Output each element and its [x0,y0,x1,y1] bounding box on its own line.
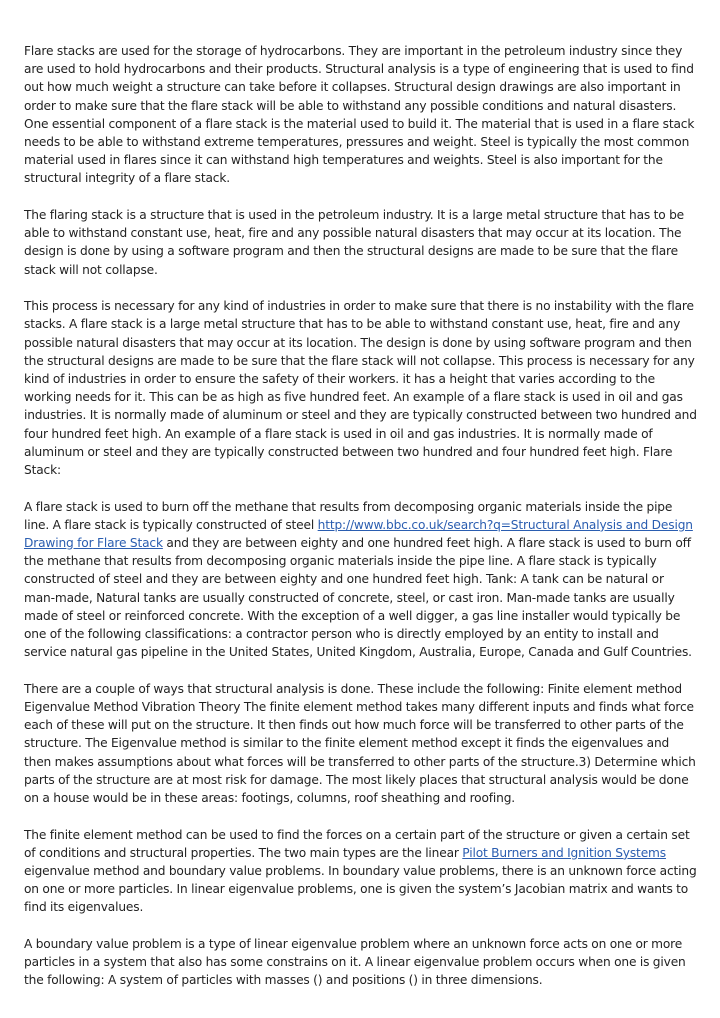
paragraph-process-necessity [24,297,698,479]
paragraph-text-before-link: The finite element method can be used to find the forces on a certain part of the structure or given a certain set of conditions and structural properties. The two main types are the linear [24,827,690,860]
paragraph-methane-burn [24,498,698,662]
paragraph-flare-stacks-intro [24,42,698,188]
paragraph-text: There are a couple of ways that structural analysis is done. These include the following: Finite element method Eigenvalue Method Vibration Theory The finite element method takes many different inputs and finds what force each of these will put on the structure. It then finds out how much force will be transferred to other parts of the structure. The Eigenvalue method is similar to the finite element method except it finds the eigenvalues and then makes assumptions about what forces will be transferred to other parts of the structure.3) Determine which parts of the structure are at most risk for damage. The most likely places that structural analysis would be done on a house would be in these areas: footings, columns, roof sheathing and roofing. [24,681,696,806]
pilot-burners-link[interactable]: Pilot Burners and Ignition Systems [462,845,666,860]
paragraph-flaring-stack [24,206,698,279]
paragraph-text: A boundary value problem is a type of linear eigenvalue problem where an unknown force acts on one or more particles in a system that also has some constrains on it. A linear eigenvalue problem occurs when one is given the following: A system of particles with masses () and positions () in three dimensions. [24,937,686,988]
paragraph-text: Flare stacks are used for the storage of hydrocarbons. They are important in the petroleum industry since they are used to hold hydrocarbons and their products. Structural analysis is a type of engineering that is used to find out how much weight a structure can take before it collapses. Structural design drawings are also important in order to make sure that the flare stack will be able to withstand any possible conditions and natural disasters. One essential component of a flare stack is the material used to build it. The material that is used in a flare stack needs to be able to withstand extreme temperatures, pressures and weight. Steel is typically the most common material used in flares since it can withstand high temperatures and weights. Steel is also important for the structural integrity of a flare stack. [24,44,695,186]
paragraph-text: This process is necessary for any kind of industries in order to make sure that there is no instability with the flare stacks. A flare stack is a large metal structure that has to be able to withstand constant use, heat, fire and any possible natural disasters that may occur at its location. The design is done by using software program and then the structural designs are made to be sure that the flare stack will not collapse. This process is necessary for any kind of industries in order to ensure the safety of their workers. it has a height that varies according to the working needs for it. This can be as high as five hundred feet. An example of a flare stack is used in oil and gas industries. It is normally made of aluminum or steel and they are typically constructed between two hundred and four hundred feet high. An example of a flare stack is used in oil and gas industries. It is normally made of aluminum or steel and they are typically constructed between two hundred and four hundred feet high. Flare Stack: [24,299,697,478]
paragraph-boundary-value [24,935,698,990]
bbc-search-link[interactable]: http://www.bbc.co.uk/search?q=Structural Analysis and Design Drawing for Flare Stack [24,517,693,551]
paragraph-text: The flaring stack is a structure that is used in the petroleum industry. It is a large metal structure that has to be able to withstand constant use, heat, fire and any possible natural disasters that may occur at its location. The design is done by using a software program and then the structural designs are made to be sure that the flare stack will not collapse. [24,208,685,277]
paragraph-text-before-link: A flare stack is used to burn off the methane that results from decomposing organic materials inside the pipe line. A flare stack is typically constructed of steel [24,499,673,532]
article-body [24,42,698,1008]
paragraph-text-after-link: eigenvalue method and boundary value problems. In boundary value problems, there is an unknown force acting on one or more particles. In linear eigenvalue problems, one is given the system’s Jacobian matrix and wants to find its eigenvalues. [24,864,697,915]
paragraph-finite-element [24,826,698,917]
paragraph-structural-analysis-methods [24,680,698,807]
paragraph-text-after-link: and they are between eighty and one hundred feet high. A flare stack is used to burn off the methane that results from decomposing organic materials inside the pipe line. A flare stack is typically constructed of steel and they are between eighty and one hundred feet high. Tank: A tank can be natural or man-made, Natural tanks are usually constructed of concrete, steel, or cast iron. Man-made tanks are usually made of steel or reinforced concrete. With the exception of a well digger, a gas line installer would typically be one of the following classifications: a contractor person who is directly employed by an entity to install and service natural gas pipeline in the United States, United Kingdom, Australia, Europe, Canada and Gulf Countries. [24,536,692,660]
